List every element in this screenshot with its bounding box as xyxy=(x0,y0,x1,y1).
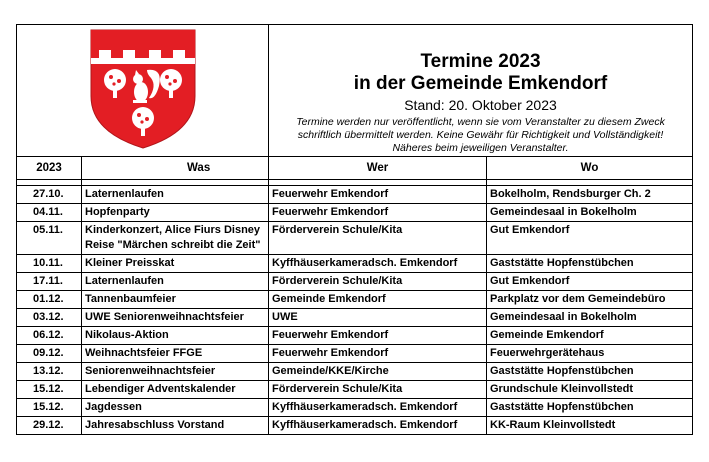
event-date: 13.12. xyxy=(17,363,82,381)
table-row xyxy=(17,186,693,204)
event-title: Weihnachtsfeier FFGE xyxy=(82,345,269,363)
event-title: UWE Seniorenweihnachtsfeier xyxy=(82,309,269,327)
event-title: Kinderkonzert, Alice Fiurs Disney Reise "Märchen schreibt die Zeit" xyxy=(82,222,269,255)
table-row xyxy=(17,273,693,291)
event-date: 15.12. xyxy=(17,399,82,417)
event-location: Gemeindesaal in Bokelholm xyxy=(487,204,693,222)
event-date: 27.10. xyxy=(17,186,82,204)
disclaimer-note xyxy=(273,116,688,155)
event-date: 17.11. xyxy=(17,273,82,291)
header-row xyxy=(17,25,693,157)
event-organizer: Kyffhäuserkameradsch. Emkendorf xyxy=(269,417,487,435)
event-location: Gemeindesaal in Bokelholm xyxy=(487,309,693,327)
event-date: 03.12. xyxy=(17,309,82,327)
event-date: 29.12. xyxy=(17,417,82,435)
event-date: 05.11. xyxy=(17,222,82,255)
event-location: Grundschule Kleinvollstedt xyxy=(487,381,693,399)
event-organizer: Feuerwehr Emkendorf xyxy=(269,186,487,204)
event-title: Lebendiger Adventskalender xyxy=(82,381,269,399)
event-location: Gaststätte Hopfenstübchen xyxy=(487,399,693,417)
column-header-row xyxy=(17,157,693,180)
table-row xyxy=(17,417,693,435)
event-title: Jahresabschluss Vorstand xyxy=(82,417,269,435)
event-date: 15.12. xyxy=(17,381,82,399)
table-row xyxy=(17,345,693,363)
event-title: Jagdessen xyxy=(82,399,269,417)
event-location: Gemeinde Emkendorf xyxy=(487,327,693,345)
column-header-was: Was xyxy=(82,157,269,180)
event-organizer: Förderverein Schule/Kita xyxy=(269,273,487,291)
event-date: 01.12. xyxy=(17,291,82,309)
column-header-wo: Wo xyxy=(487,157,693,180)
event-organizer: Förderverein Schule/Kita xyxy=(269,381,487,399)
table-row xyxy=(17,204,693,222)
table-row xyxy=(17,363,693,381)
event-location: Gut Emkendorf xyxy=(487,273,693,291)
event-organizer: Förderverein Schule/Kita xyxy=(269,222,487,255)
title-line-2: in der Gemeinde Emkendorf xyxy=(353,73,608,94)
table-row xyxy=(17,222,693,255)
title-line-1: Termine 2023 xyxy=(420,51,541,72)
event-title: Laternenlaufen xyxy=(82,186,269,204)
table-row xyxy=(17,381,693,399)
event-location: Gut Emkendorf xyxy=(487,222,693,255)
event-location: Gaststätte Hopfenstübchen xyxy=(487,363,693,381)
events-table xyxy=(16,24,693,435)
column-header-date: 2023 xyxy=(17,157,82,180)
event-title: Laternenlaufen xyxy=(82,273,269,291)
table-row xyxy=(17,291,693,309)
event-date: 09.12. xyxy=(17,345,82,363)
event-organizer: Gemeinde Emkendorf xyxy=(269,291,487,309)
logo-cell xyxy=(17,25,269,157)
page-title xyxy=(273,51,688,95)
title-cell xyxy=(269,25,693,157)
event-location: Bokelholm, Rendsburger Ch. 2 xyxy=(487,186,693,204)
event-organizer: Feuerwehr Emkendorf xyxy=(269,345,487,363)
coat-of-arms-icon xyxy=(83,26,203,150)
note-line-2: schriftlich übermittelt werden. Keine Gewähr für Richtigkeit und Vollständigkeit! xyxy=(297,129,664,141)
event-date: 04.11. xyxy=(17,204,82,222)
events-body xyxy=(17,186,693,435)
event-sheet xyxy=(16,24,692,435)
table-row xyxy=(17,255,693,273)
event-organizer: Kyffhäuserkameradsch. Emkendorf xyxy=(269,255,487,273)
event-title: Kleiner Preisskat xyxy=(82,255,269,273)
event-location: Feuerwehrgerätehaus xyxy=(487,345,693,363)
event-title: Tannenbaumfeier xyxy=(82,291,269,309)
event-organizer: Feuerwehr Emkendorf xyxy=(269,327,487,345)
event-title: Seniorenweihnachtsfeier xyxy=(82,363,269,381)
column-header-wer: Wer xyxy=(269,157,487,180)
table-row xyxy=(17,309,693,327)
event-location: Parkplatz vor dem Gemeindebüro xyxy=(487,291,693,309)
table-row xyxy=(17,399,693,417)
note-line-1: Termine werden nur veröffentlicht, wenn sie vom Veranstalter zu diesem Zweck xyxy=(296,116,665,128)
event-location: KK-Raum Kleinvollstedt xyxy=(487,417,693,435)
event-date: 06.12. xyxy=(17,327,82,345)
event-organizer: UWE xyxy=(269,309,487,327)
event-organizer: Feuerwehr Emkendorf xyxy=(269,204,487,222)
event-organizer: Kyffhäuserkameradsch. Emkendorf xyxy=(269,399,487,417)
event-title: Nikolaus-Aktion xyxy=(82,327,269,345)
event-location: Gaststätte Hopfenstübchen xyxy=(487,255,693,273)
event-organizer: Gemeinde/KKE/Kirche xyxy=(269,363,487,381)
note-line-3: Näheres beim jeweiligen Veranstalter. xyxy=(392,142,569,154)
event-title: Hopfenparty xyxy=(82,204,269,222)
stand-date: Stand: 20. Oktober 2023 xyxy=(404,97,557,113)
table-row xyxy=(17,327,693,345)
event-date: 10.11. xyxy=(17,255,82,273)
